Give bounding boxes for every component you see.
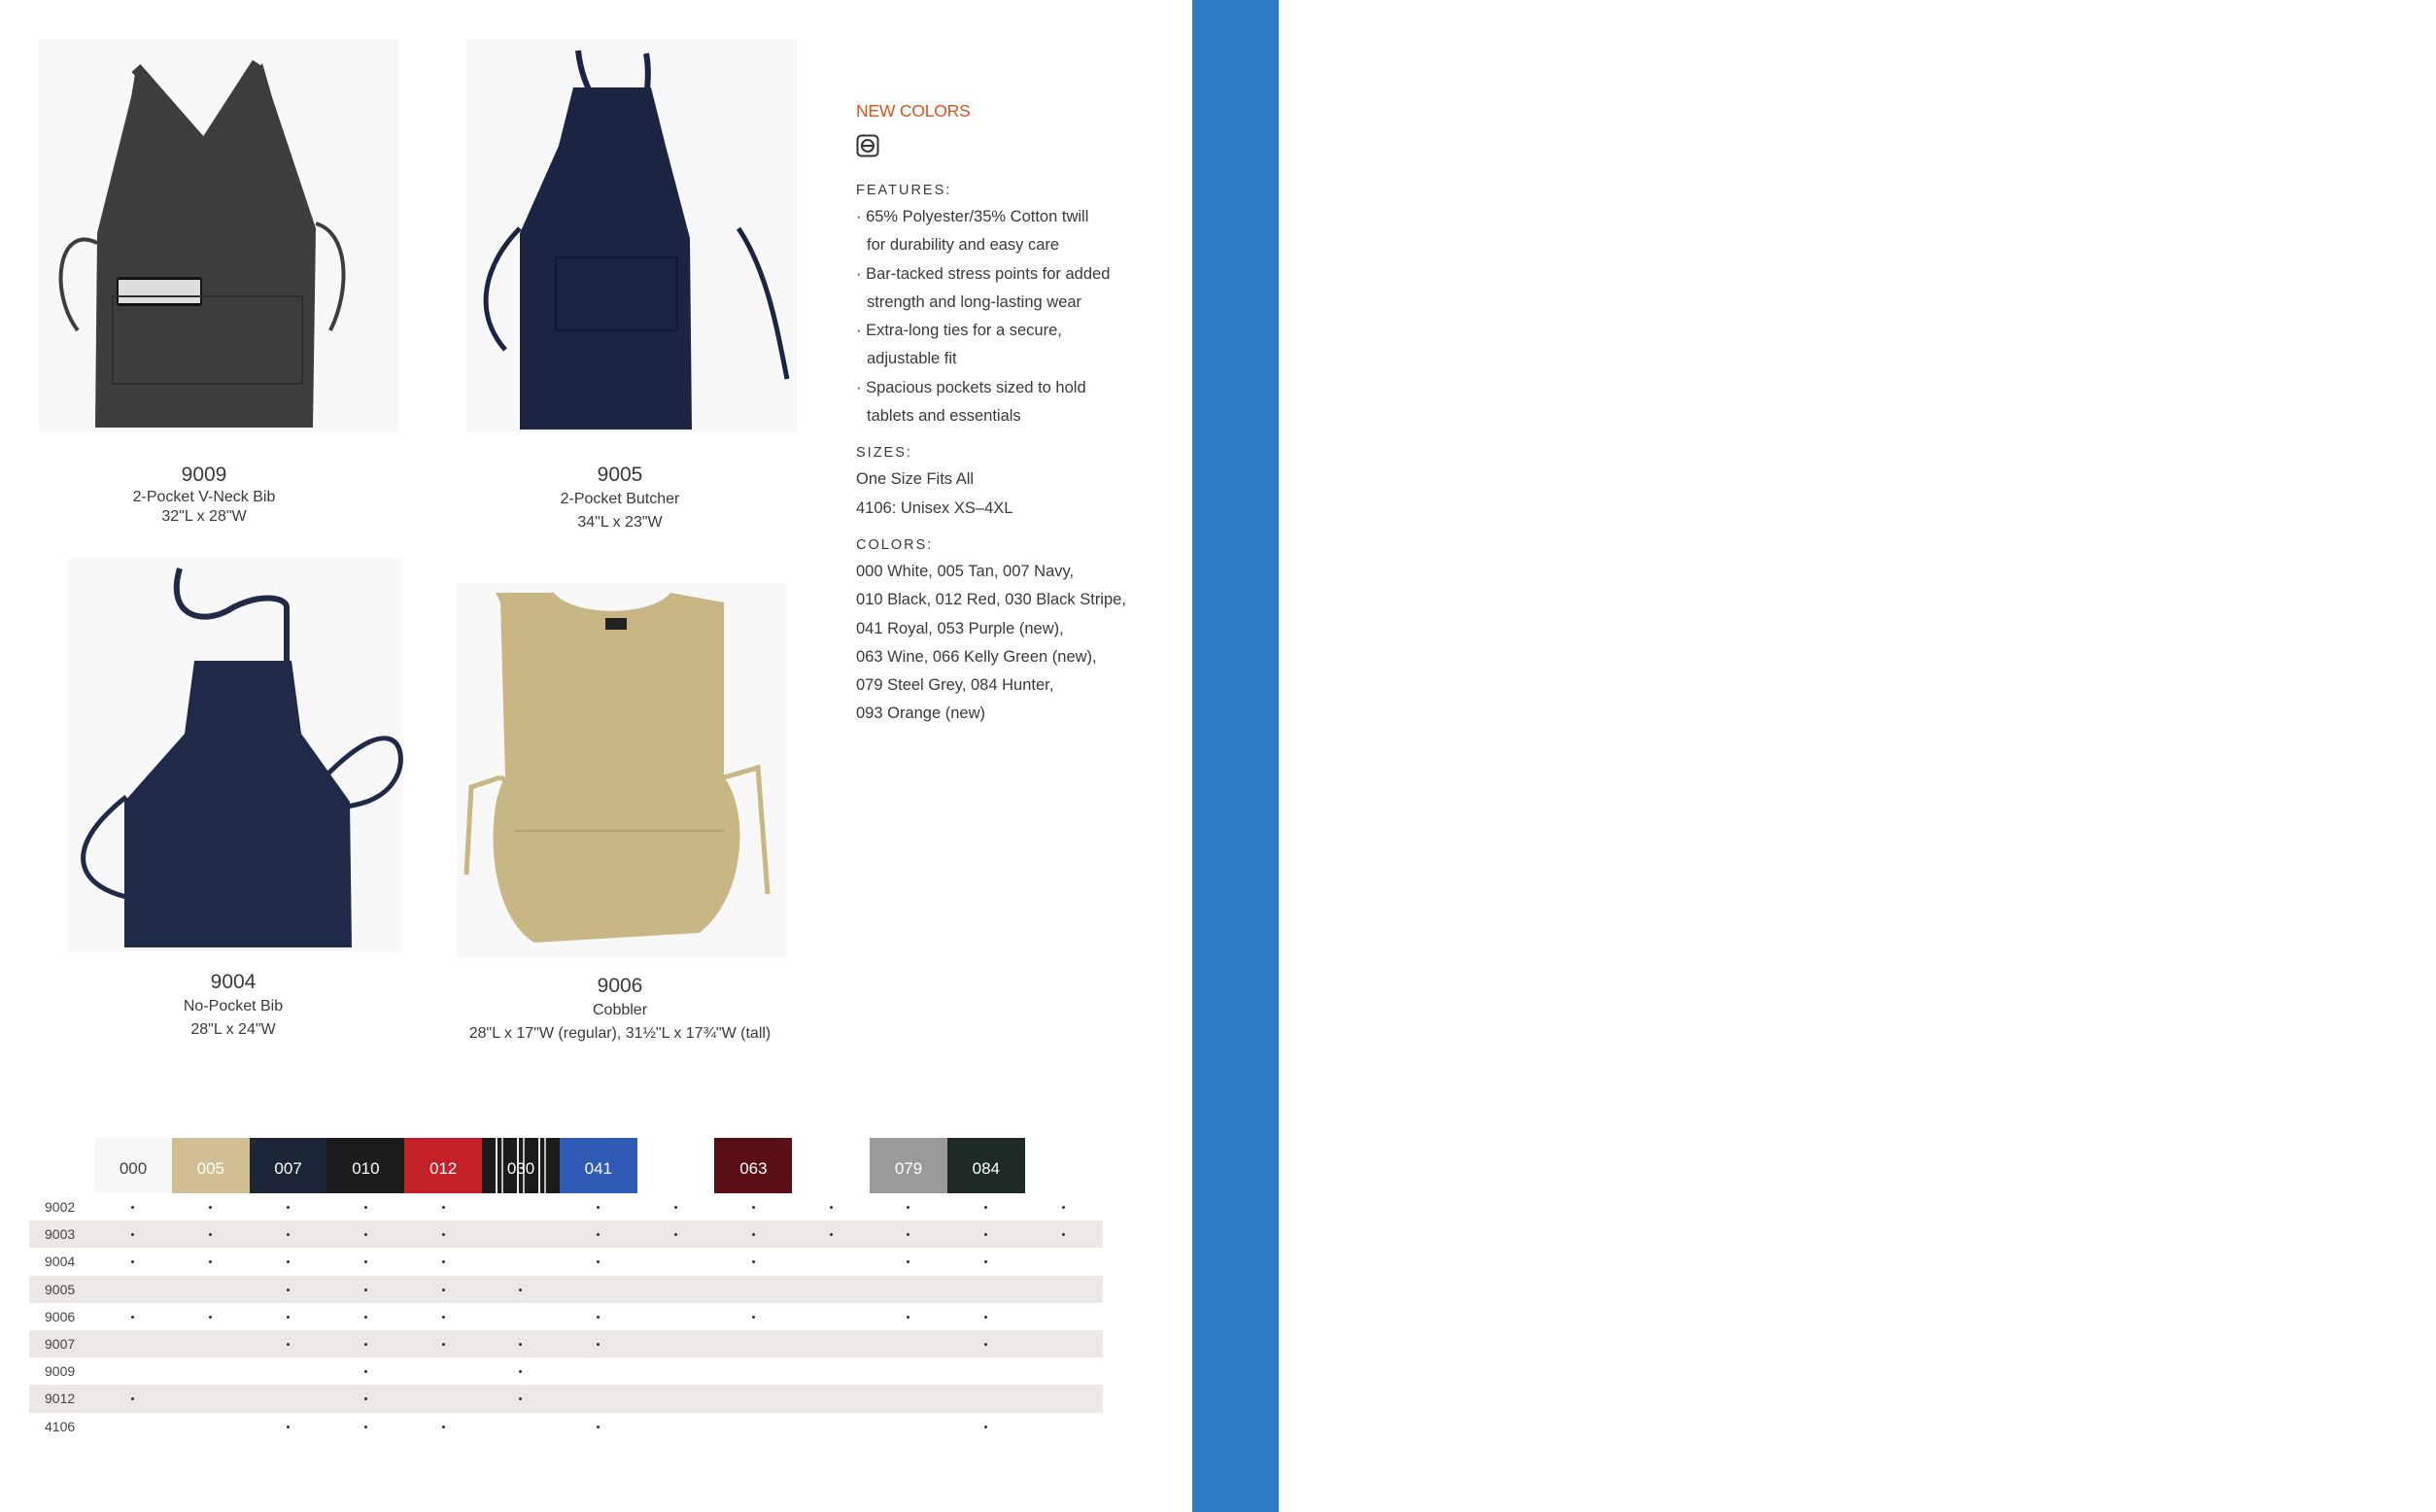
swatch-code: 012 bbox=[429, 1159, 458, 1178]
colors-line: 000 White, 005 Tan, 007 Navy, bbox=[856, 562, 1075, 580]
style-number: 9009 bbox=[45, 1363, 76, 1380]
availability-dot bbox=[364, 1370, 367, 1373]
availability-dot bbox=[1062, 1206, 1065, 1209]
availability-dot bbox=[907, 1233, 909, 1236]
product-image-9004 bbox=[68, 559, 403, 952]
feature-line: · Bar-tacked stress points for added bbox=[856, 264, 1111, 283]
availability-dot bbox=[131, 1206, 134, 1209]
availability-dot bbox=[364, 1206, 367, 1209]
product-caption-9005 bbox=[523, 463, 717, 534]
availability-dot bbox=[597, 1316, 600, 1319]
table-row bbox=[29, 1357, 1103, 1385]
size-line: 4106: Unisex XS–4XL bbox=[856, 498, 1013, 517]
product-name: No-Pocket Bib bbox=[183, 998, 284, 1014]
color-swatch-010 bbox=[326, 1138, 404, 1193]
product-number: 9004 bbox=[210, 971, 257, 993]
availability-dot bbox=[131, 1316, 134, 1319]
availability-dot bbox=[519, 1397, 522, 1400]
availability-dot bbox=[597, 1426, 600, 1428]
table-row bbox=[29, 1220, 1103, 1248]
style-number: 4106 bbox=[45, 1418, 76, 1434]
product-image-9006 bbox=[457, 583, 787, 957]
availability-dot bbox=[984, 1426, 987, 1428]
availability-dot bbox=[442, 1343, 445, 1346]
availability-dot bbox=[131, 1260, 134, 1263]
availability-dot bbox=[907, 1316, 909, 1319]
feature-item bbox=[856, 317, 1177, 374]
swatch-code: 079 bbox=[894, 1159, 923, 1178]
product-dimensions: 32"L x 28"W bbox=[161, 508, 247, 525]
availability-dot bbox=[597, 1260, 600, 1263]
color-swatch-063 bbox=[714, 1138, 792, 1193]
availability-dot bbox=[287, 1206, 290, 1209]
colors-heading: COLORS: bbox=[856, 536, 934, 553]
availability-dot bbox=[131, 1397, 134, 1400]
size-line: One Size Fits All bbox=[856, 470, 975, 489]
features-heading: FEATURES: bbox=[856, 183, 952, 198]
availability-dot bbox=[442, 1426, 445, 1428]
product-dimensions: 34"L x 23"W bbox=[577, 514, 663, 531]
color-swatch-041 bbox=[560, 1138, 637, 1193]
feature-item bbox=[856, 260, 1177, 318]
swatch-code: 007 bbox=[274, 1159, 302, 1178]
wash-care-icon bbox=[856, 134, 879, 157]
availability-dot bbox=[364, 1233, 367, 1236]
feature-item bbox=[856, 374, 1177, 431]
availability-dot bbox=[209, 1206, 212, 1209]
availability-dot bbox=[984, 1233, 987, 1236]
availability-dot bbox=[519, 1289, 522, 1291]
style-number: 9012 bbox=[45, 1391, 76, 1407]
colors-line: 010 Black, 012 Red, 030 Black Stripe, bbox=[856, 591, 1126, 609]
availability-dot bbox=[442, 1233, 445, 1236]
product-name: 2-Pocket V-Neck Bib bbox=[132, 489, 276, 505]
feature-line: strength and long-lasting wear bbox=[867, 292, 1082, 311]
availability-dot bbox=[984, 1316, 987, 1319]
product-name: Cobbler bbox=[592, 1002, 648, 1018]
style-number: 9002 bbox=[45, 1199, 76, 1215]
availability-dot bbox=[209, 1316, 212, 1319]
product-caption-9004 bbox=[136, 970, 330, 1042]
color-swatch-079 bbox=[870, 1138, 947, 1193]
availability-dot bbox=[984, 1206, 987, 1209]
swatch-code: 063 bbox=[739, 1159, 768, 1178]
availability-dot bbox=[442, 1260, 445, 1263]
color-availability-table bbox=[29, 1193, 1103, 1440]
availability-dot bbox=[752, 1260, 755, 1263]
availability-dot bbox=[674, 1206, 677, 1209]
product-number: 9006 bbox=[597, 975, 643, 997]
swatch-code: 041 bbox=[584, 1159, 612, 1178]
product-image-9009 bbox=[39, 39, 398, 432]
product-dimensions: 28"L x 24"W bbox=[190, 1021, 276, 1038]
swatch-code: 010 bbox=[352, 1159, 380, 1178]
style-number: 9005 bbox=[45, 1281, 76, 1297]
availability-dot bbox=[597, 1343, 600, 1346]
availability-dot bbox=[364, 1397, 367, 1400]
availability-dot bbox=[287, 1343, 290, 1346]
availability-dot bbox=[442, 1316, 445, 1319]
swatch-code: 000 bbox=[119, 1159, 148, 1178]
availability-dot bbox=[519, 1370, 522, 1373]
availability-dot bbox=[519, 1343, 522, 1346]
color-swatch-084 bbox=[947, 1138, 1025, 1193]
new-colors-label: NEW COLORS bbox=[856, 101, 971, 120]
feature-line: for durability and easy care bbox=[867, 236, 1060, 255]
availability-dot bbox=[364, 1289, 367, 1291]
availability-dot bbox=[442, 1206, 445, 1209]
availability-dot bbox=[209, 1233, 212, 1236]
availability-dot bbox=[984, 1343, 987, 1346]
availability-dot bbox=[131, 1233, 134, 1236]
availability-dot bbox=[907, 1260, 909, 1263]
table-row bbox=[29, 1330, 1103, 1357]
availability-dot bbox=[752, 1206, 755, 1209]
table-row bbox=[29, 1385, 1103, 1412]
table-row bbox=[29, 1413, 1103, 1440]
availability-dot bbox=[287, 1289, 290, 1291]
colors-line: 079 Steel Grey, 084 Hunter, bbox=[856, 676, 1054, 695]
availability-dot bbox=[674, 1233, 677, 1236]
feature-line: · Spacious pockets sized to hold bbox=[856, 378, 1086, 396]
section-title: FOOD SERVICE & CULINARY bbox=[2417, 1200, 2433, 1420]
style-number: 9007 bbox=[45, 1335, 76, 1352]
availability-dot bbox=[830, 1233, 833, 1236]
availability-dot bbox=[287, 1316, 290, 1319]
feature-line: adjustable fit bbox=[867, 350, 957, 368]
website-url: edwardsgarment.com bbox=[2415, 133, 2433, 298]
color-swatch-000 bbox=[94, 1138, 172, 1193]
product-dimensions: 28"L x 17"W (regular), 31½"L x 17¾"W (tall) bbox=[468, 1025, 772, 1042]
product-caption-9006 bbox=[426, 974, 814, 1046]
color-swatch-007 bbox=[250, 1138, 327, 1193]
availability-dot bbox=[364, 1343, 367, 1346]
style-number: 9004 bbox=[45, 1254, 76, 1270]
availability-dot bbox=[984, 1260, 987, 1263]
availability-dot bbox=[364, 1260, 367, 1263]
availability-dot bbox=[907, 1206, 909, 1209]
feature-line: · 65% Polyester/35% Cotton twill bbox=[856, 208, 1089, 225]
product-caption-9009 bbox=[107, 463, 301, 527]
availability-dot bbox=[287, 1260, 290, 1263]
availability-dot bbox=[364, 1316, 367, 1319]
availability-dot bbox=[752, 1233, 755, 1236]
colors-line: 041 Royal, 053 Purple (new), bbox=[856, 619, 1064, 637]
product-name: 2-Pocket Butcher bbox=[560, 491, 680, 507]
feature-item bbox=[856, 203, 1177, 260]
style-number: 9003 bbox=[45, 1226, 76, 1243]
table-row bbox=[29, 1248, 1103, 1275]
product-info bbox=[856, 97, 1177, 729]
product-image-9005 bbox=[466, 39, 797, 432]
color-swatch-012 bbox=[404, 1138, 482, 1193]
table-row bbox=[29, 1193, 1103, 1220]
product-number: 9005 bbox=[597, 464, 643, 486]
colors-line: 093 Orange (new) bbox=[856, 704, 985, 723]
availability-dot bbox=[1062, 1233, 1065, 1236]
color-swatch-030 bbox=[482, 1138, 560, 1193]
swatch-code: 005 bbox=[196, 1159, 224, 1178]
availability-dot bbox=[287, 1233, 290, 1236]
availability-dot bbox=[597, 1233, 600, 1236]
style-number: 9006 bbox=[45, 1308, 76, 1324]
availability-dot bbox=[364, 1426, 367, 1428]
table-row bbox=[29, 1276, 1103, 1303]
availability-dot bbox=[597, 1206, 600, 1209]
availability-dot bbox=[830, 1206, 833, 1209]
table-row bbox=[29, 1303, 1103, 1330]
availability-dot bbox=[287, 1426, 290, 1428]
availability-dot bbox=[442, 1289, 445, 1291]
color-swatch-005 bbox=[172, 1138, 250, 1193]
availability-dot bbox=[209, 1260, 212, 1263]
page-number: 16 bbox=[2413, 1451, 2436, 1473]
product-number: 9009 bbox=[181, 464, 227, 486]
colors-line: 063 Wine, 066 Kelly Green (new), bbox=[856, 647, 1097, 666]
availability-dot bbox=[752, 1316, 755, 1319]
features-list bbox=[856, 203, 1177, 430]
swatch-code: 030 bbox=[506, 1159, 535, 1178]
feature-line: tablets and essentials bbox=[867, 407, 1021, 426]
sizes-heading: SIZES: bbox=[856, 445, 912, 462]
swatch-code: 084 bbox=[972, 1159, 1000, 1178]
feature-line: · Extra-long ties for a secure, bbox=[856, 322, 1062, 340]
